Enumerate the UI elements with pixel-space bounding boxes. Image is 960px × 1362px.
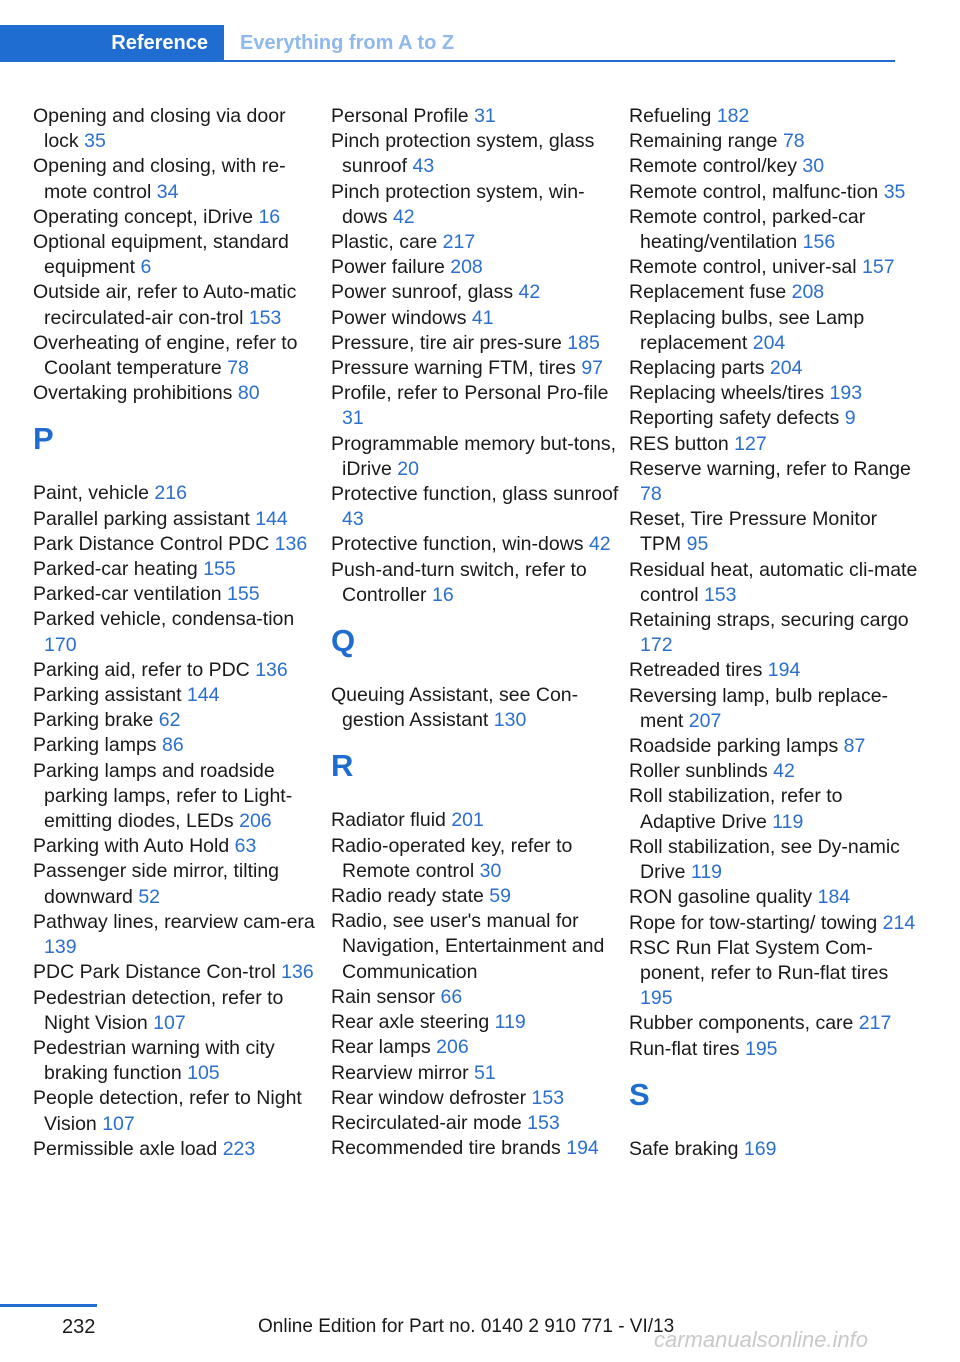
index-term: Retaining straps, securing cargo: [629, 609, 909, 632]
index-term: Parallel parking assistant: [33, 507, 250, 530]
index-term: Parked vehicle, condensa‐tion: [33, 608, 295, 631]
page-link[interactable]: 170: [44, 633, 77, 656]
section-letter: R: [331, 748, 354, 784]
page-link[interactable]: 30: [802, 155, 825, 178]
index-entry: [331, 482, 621, 532]
page-link[interactable]: 86: [161, 734, 184, 757]
index-term: Remote control, malfunc‐tion: [629, 180, 879, 203]
index-term: Operating concept, iDrive: [33, 205, 254, 228]
index-entry: [331, 834, 621, 884]
page-link[interactable]: 153: [527, 1111, 560, 1134]
page-link[interactable]: 43: [342, 508, 364, 531]
index-term: Profile, refer to Personal Pro‐file: [331, 382, 609, 405]
watermark-text: carmanualsonline.info: [654, 1327, 869, 1352]
index-term: Residual heat, automatic cli‐mate control: [629, 558, 918, 606]
page-link[interactable]: 87: [843, 735, 866, 758]
index-term: Protective function, glass sunroof: [331, 483, 619, 506]
index-entry: [629, 759, 919, 784]
index-term: Replacing parts: [629, 357, 765, 380]
index-entry: [629, 205, 919, 255]
index-term: Passenger side mirror, tilting downward: [33, 860, 280, 908]
page-link[interactable]: 42: [773, 760, 795, 783]
page-link[interactable]: 66: [440, 985, 463, 1008]
index-term: Replacement fuse: [629, 281, 787, 304]
index-columns: [0, 104, 960, 1274]
index-entry: [331, 1111, 621, 1136]
index-entry: [331, 909, 621, 985]
section-title: Everything from A to Z: [240, 32, 455, 54]
page-link[interactable]: 136: [281, 961, 314, 984]
index-term: Reserve warning, refer to Range: [629, 457, 911, 480]
index-entry: [331, 356, 621, 381]
page-link[interactable]: 182: [716, 105, 750, 127]
index-term: Overheating of engine, refer to Coolant temperature: [33, 331, 298, 380]
index-entry: [33, 331, 323, 381]
edition-note: Online Edition for Part no. 0140 2 910 771 - VI/13: [258, 1316, 675, 1337]
page-link[interactable]: 30: [479, 859, 502, 882]
index-term: Radio ready state: [331, 885, 484, 908]
index-entry: [331, 104, 621, 129]
index-entry: [33, 1137, 323, 1162]
page-link[interactable]: 201: [451, 809, 484, 832]
page-link[interactable]: 217: [858, 1012, 892, 1035]
index-entry: [629, 381, 919, 406]
page-link[interactable]: 119: [494, 1011, 526, 1034]
page-link[interactable]: 153: [531, 1086, 565, 1109]
index-entry: [331, 381, 621, 431]
page-link[interactable]: 184: [817, 886, 851, 909]
index-term: Safe braking: [629, 1137, 739, 1160]
index-entry: [33, 1086, 323, 1136]
index-term: Remote control, parked-car heating/ventilation: [629, 205, 866, 254]
index-term: Opening and closing via door lock: [33, 105, 286, 153]
index-term: Pinch protection system, glass sunroof: [331, 130, 595, 178]
index-term: Protective function, win‐dows: [331, 533, 584, 556]
index-term: Radiator fluid: [331, 809, 446, 832]
index-entry: [331, 432, 621, 482]
index-entry: [629, 457, 919, 507]
index-entry: [331, 280, 621, 305]
index-term: Remote control, univer‐sal: [629, 256, 857, 279]
index-term: Parking with Auto Hold: [33, 835, 230, 858]
index-entry: [33, 481, 323, 506]
index-term: Queuing Assistant, see Con‐gestion Assistant: [331, 684, 579, 732]
page-link[interactable]: 52: [138, 885, 161, 908]
index-entry: [629, 306, 919, 356]
page-link[interactable]: 157: [862, 256, 895, 279]
index-entry: [331, 306, 621, 331]
index-term: Rearview mirror: [331, 1061, 469, 1084]
index-entry: [331, 884, 621, 909]
index-entry: [629, 180, 919, 205]
page-link[interactable]: 144: [255, 507, 288, 530]
section-letter: P: [33, 421, 54, 457]
page-link[interactable]: 153: [703, 583, 737, 606]
index-entry: [629, 558, 919, 608]
index-entry: [33, 557, 323, 582]
index-term: Run-flat tires: [629, 1037, 740, 1060]
index-term: Replacing bulbs, see Lamp replacement: [629, 306, 865, 354]
header-rule: [224, 60, 895, 62]
page-link[interactable]: 130: [493, 709, 527, 732]
page-link[interactable]: 16: [258, 205, 281, 228]
page-link[interactable]: 194: [566, 1137, 599, 1160]
index-term: RON gasoline quality: [629, 886, 813, 909]
page-link[interactable]: 119: [690, 861, 723, 884]
index-entry: [33, 733, 323, 758]
page-header: [0, 0, 960, 64]
index-entry: [33, 280, 323, 330]
index-entry: [629, 104, 919, 129]
index-term: Reporting safety defects: [629, 407, 840, 430]
page-link[interactable]: 59: [489, 885, 511, 908]
index-entry: [331, 1136, 621, 1161]
page-link[interactable]: 208: [450, 256, 483, 279]
index-term: Pedestrian warning with city braking function: [33, 1036, 275, 1085]
index-term: Push-and-turn switch, refer to Controller: [331, 558, 587, 606]
index-term: Pedestrian detection, refer to Night Vision: [33, 986, 284, 1034]
index-term: Remote control/key: [629, 155, 797, 178]
page-link[interactable]: 42: [392, 205, 415, 228]
index-term: Paint, vehicle: [33, 482, 149, 505]
index-term: Pinch protection system, win‐dows: [331, 180, 585, 228]
index-term: People detection, refer to Night Vision: [33, 1087, 302, 1135]
index-entry: [331, 230, 621, 255]
page-link[interactable]: 16: [431, 583, 454, 606]
page-link[interactable]: 139: [44, 936, 77, 959]
index-entry: [33, 1036, 323, 1086]
index-entry: [629, 356, 919, 381]
index-term: Optional equipment, standard equipment: [33, 231, 289, 279]
page-link[interactable]: 207: [688, 709, 722, 732]
page-link[interactable]: 78: [640, 483, 662, 506]
section-letter: Q: [331, 623, 356, 659]
page-link[interactable]: 127: [734, 432, 767, 455]
index-term: Plastic, care: [331, 231, 438, 254]
page-link[interactable]: 34: [156, 180, 179, 203]
index-term: Permissible axle load: [33, 1137, 218, 1160]
index-entry: [331, 808, 621, 833]
index-term: Power windows: [331, 306, 467, 329]
index-entry: [33, 708, 323, 733]
page-link[interactable]: 43: [412, 155, 435, 178]
index-term: PDC Park Distance Con‐trol: [33, 961, 276, 984]
index-entry: [33, 582, 323, 607]
page-link[interactable]: 136: [255, 658, 288, 681]
page-link[interactable]: 119: [772, 810, 804, 833]
index-term: Retreaded tires: [629, 659, 763, 682]
footer-rule: [0, 1304, 97, 1307]
page-link[interactable]: 42: [588, 533, 611, 556]
index-entry: [629, 129, 919, 154]
index-term: Parking aid, refer to PDC: [33, 658, 250, 681]
index-entry: [629, 507, 919, 557]
page-link[interactable]: 107: [153, 1011, 186, 1034]
index-entry: [33, 230, 323, 280]
index-entry: [33, 759, 323, 835]
index-entry: [33, 381, 323, 406]
index-entry: [629, 734, 919, 759]
index-term: Roll stabilization, see Dy‐namic Drive: [629, 835, 900, 884]
index-term: Rear lamps: [331, 1036, 431, 1059]
index-term: Refueling: [629, 105, 712, 127]
index-entry: [629, 1037, 919, 1062]
page-link[interactable]: 78: [782, 130, 805, 153]
index-entry: [33, 205, 323, 230]
index-entry: [33, 834, 323, 859]
page-link[interactable]: 153: [248, 306, 282, 329]
page-number: 232: [62, 1316, 96, 1338]
page-link[interactable]: 42: [518, 281, 541, 304]
index-term: Rear axle steering: [331, 1011, 490, 1034]
page-link[interactable]: 208: [791, 281, 825, 304]
index-term: Opening and closing, with re‐mote control: [33, 155, 286, 203]
index-term: Pathway lines, rearview cam‐era: [33, 910, 315, 933]
index-entry: [331, 1035, 621, 1060]
index-entry: [331, 180, 621, 230]
index-entry: [331, 331, 621, 356]
index-term: Remaining range: [629, 130, 778, 153]
page-link[interactable]: 136: [274, 532, 308, 555]
index-entry: [629, 406, 919, 431]
index-entry: [629, 608, 919, 658]
index-entry: [629, 1137, 919, 1162]
index-entry: [33, 658, 323, 683]
index-entry: [331, 558, 621, 608]
index-entry: [629, 432, 919, 457]
index-term: Radio, see user's manual for Navigation, Entertainment and Communication: [331, 910, 605, 983]
index-entry: [33, 910, 323, 960]
page-link[interactable]: 194: [767, 659, 801, 682]
index-term: Parked-car ventilation: [33, 583, 222, 606]
index-term: Rain sensor: [331, 985, 436, 1008]
index-entry: [629, 280, 919, 305]
index-term: Parking assistant: [33, 684, 182, 707]
index-entry: [629, 784, 919, 834]
page-link[interactable]: 62: [158, 709, 181, 732]
index-term: Park Distance Control PDC: [33, 532, 270, 555]
index-term: Pressure warning FTM, tires: [331, 357, 576, 380]
index-entry: [629, 255, 919, 280]
page-link[interactable]: 217: [442, 231, 476, 254]
page-link[interactable]: 193: [829, 382, 863, 405]
page-link[interactable]: 144: [186, 684, 220, 707]
index-term: Rubber components, care: [629, 1012, 854, 1035]
page-link[interactable]: 80: [237, 382, 260, 405]
chapter-tab: Reference: [0, 25, 224, 62]
page-link[interactable]: 35: [883, 180, 906, 203]
page-link[interactable]: 156: [802, 231, 836, 254]
page-link[interactable]: 216: [154, 482, 187, 505]
page-link[interactable]: 31: [342, 407, 364, 430]
index-term: Radio-operated key, refer to Remote control: [331, 834, 573, 882]
page-link[interactable]: 9: [844, 407, 856, 430]
index-term: Recommended tire brands: [331, 1137, 561, 1160]
index-term: Recirculated-air mode: [331, 1111, 522, 1134]
index-column-1: [33, 104, 323, 1162]
page-link[interactable]: 41: [471, 306, 494, 329]
page-link[interactable]: 214: [882, 911, 916, 934]
index-entry: [33, 986, 323, 1036]
index-entry: [33, 683, 323, 708]
index-column-3: [629, 104, 919, 1162]
page-link[interactable]: 107: [102, 1112, 135, 1135]
index-term: Reversing lamp, bulb replace‐ment: [629, 684, 889, 732]
index-entry: [33, 154, 323, 204]
page-link[interactable]: 155: [227, 583, 260, 606]
page-link[interactable]: 78: [227, 357, 249, 380]
index-entry: [33, 960, 323, 985]
page-link[interactable]: 95: [686, 533, 709, 556]
index-entry: [629, 658, 919, 683]
index-term: Replacing wheels/tires: [629, 382, 825, 405]
page-link[interactable]: 51: [474, 1061, 496, 1084]
index-entry: [629, 911, 919, 936]
index-term: Programmable memory but‐tons, iDrive: [331, 432, 617, 480]
index-entry: [33, 607, 323, 657]
index-entry: [331, 129, 621, 179]
page-link[interactable]: 206: [239, 810, 272, 833]
page-link[interactable]: 204: [752, 331, 786, 354]
index-entry: [331, 683, 621, 733]
page-link[interactable]: 195: [744, 1037, 778, 1060]
page-link[interactable]: 206: [436, 1036, 469, 1059]
page-link[interactable]: 155: [203, 558, 236, 581]
index-term: Personal Profile: [331, 105, 469, 127]
index-term: Outside air, refer to Auto‐matic recirculated-air con‐trol: [33, 281, 297, 329]
index-entry: [331, 1086, 621, 1111]
index-entry: [629, 684, 919, 734]
page-link[interactable]: 195: [640, 987, 673, 1010]
index-term: Parking lamps and roadside parking lamps, refer to Light-emitting diodes, LEDs: [33, 759, 293, 833]
index-term: Roadside parking lamps: [629, 735, 839, 758]
page-link[interactable]: 223: [222, 1137, 256, 1160]
index-term: Parking lamps: [33, 734, 157, 757]
index-entry: [629, 154, 919, 179]
index-term: Rope for tow-starting/ towing: [629, 911, 878, 934]
index-entry: [629, 1011, 919, 1036]
page-link[interactable]: 169: [743, 1137, 777, 1160]
index-entry: [33, 104, 323, 154]
index-entry: [331, 532, 621, 557]
page-link[interactable]: 172: [640, 634, 673, 657]
index-entry: [33, 859, 323, 909]
page-link[interactable]: 63: [234, 835, 257, 858]
index-term: Parking brake: [33, 709, 154, 732]
index-term: Roll stabilization, refer to Adaptive Drive: [629, 785, 843, 833]
index-term: Pressure, tire air pres‐sure: [331, 331, 562, 354]
index-entry: [331, 255, 621, 280]
index-entry: [331, 1010, 621, 1035]
page-link[interactable]: 31: [474, 105, 496, 127]
index-entry: [331, 1061, 621, 1086]
index-term: Reset, Tire Pressure Monitor TPM: [629, 508, 878, 556]
index-column-2: [331, 104, 621, 1161]
index-term: Power sunroof, glass: [331, 281, 514, 304]
page-link[interactable]: 35: [84, 130, 106, 153]
index-term: RSC Run Flat System Com‐ponent, refer to Run-flat tires: [629, 936, 889, 984]
index-term: Power failure: [331, 256, 445, 279]
index-entry: [629, 885, 919, 910]
page-link[interactable]: 97: [581, 357, 604, 380]
index-term: Rear window defroster: [331, 1086, 527, 1109]
index-term: RES button: [629, 432, 729, 455]
index-term: Parked-car heating: [33, 558, 198, 581]
section-letter: S: [629, 1076, 650, 1112]
index-entry: [33, 507, 323, 532]
index-entry: [33, 532, 323, 557]
index-term: Overtaking prohibitions: [33, 382, 233, 405]
index-entry: [629, 835, 919, 885]
page-link[interactable]: 105: [187, 1062, 220, 1085]
index-entry: [331, 985, 621, 1010]
page-link[interactable]: 204: [769, 357, 803, 380]
index-entry: [629, 936, 919, 1012]
page-link[interactable]: 20: [397, 457, 419, 480]
index-term: Roller sunblinds: [629, 760, 768, 783]
page-link[interactable]: 6: [140, 256, 152, 279]
page-link[interactable]: 185: [567, 331, 600, 354]
